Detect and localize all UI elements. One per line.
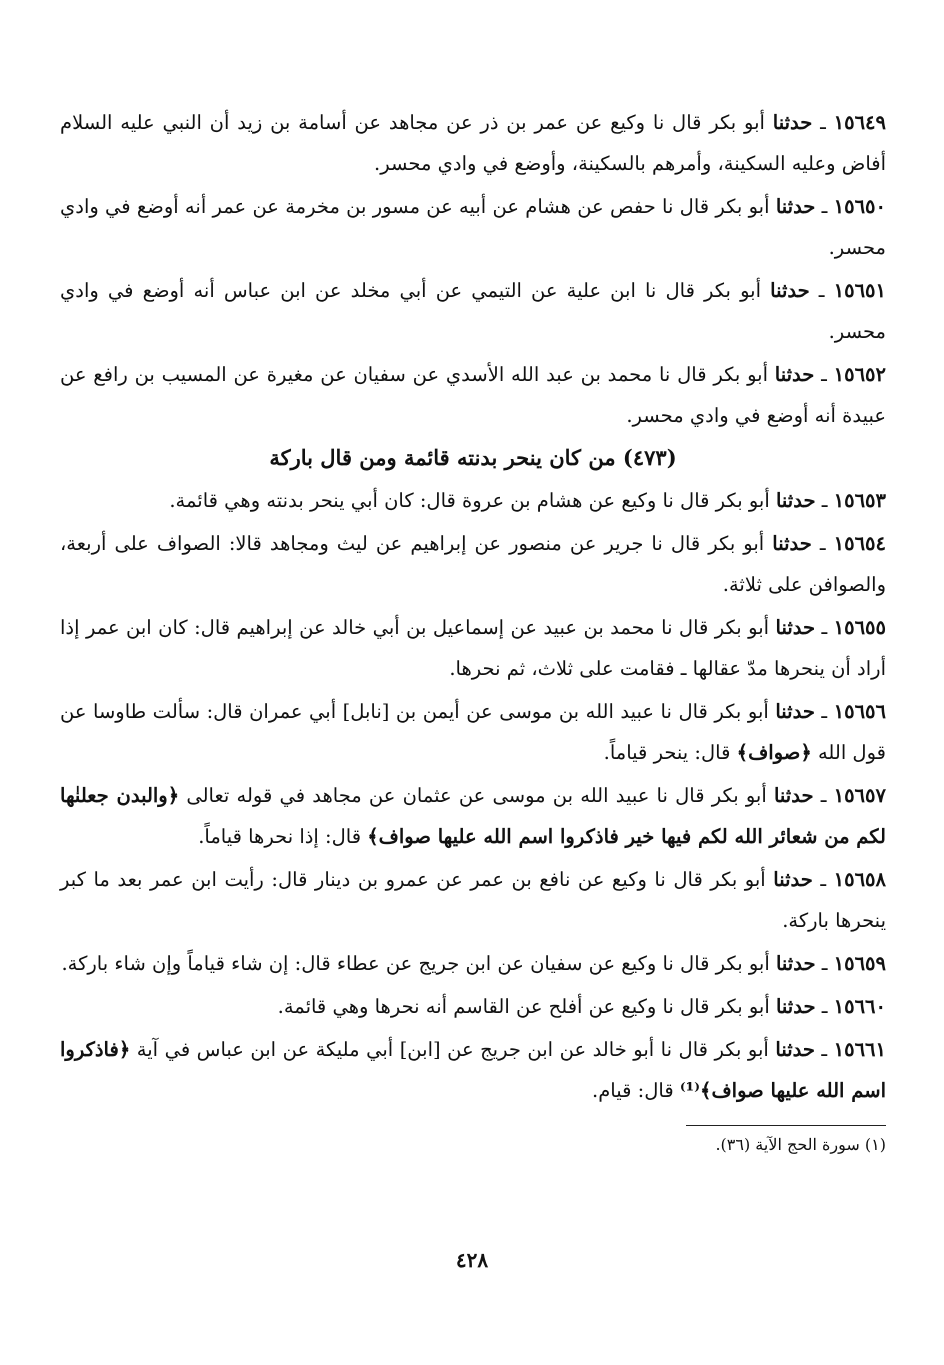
hadith-lead: حدثنا xyxy=(774,363,815,386)
hadith-number: ١٥٦٥٣ xyxy=(833,489,886,512)
hadith-lead: حدثنا xyxy=(775,195,816,218)
hadith-entry: ١٥٦٥٠ ـ حدثنا أبو بكر قال نا حفص عن هشام عن أبيه عن مسور بن مخرمة عن عمر أنه أوضع في وادي محسر. xyxy=(60,195,886,259)
chapter-heading: (٤٧٣) من كان ينحر بدنته قائمة ومن قال باركة xyxy=(269,445,677,470)
hadith-text: أبو بكر قال نا محمد بن عبيد عن إسماعيل بن أبي خالد عن إبراهيم قال: كان ابن عمر إذا أراد أن ينحرها مدّ عقالها ـ فقامت على ثلاث، ثم نحرها. xyxy=(60,616,886,680)
footnote-divider xyxy=(686,1125,886,1126)
hadith-lead: حدثنا xyxy=(775,489,816,512)
hadith-entry: ١٥٦٥١ ـ حدثنا أبو بكر قال نا ابن علية عن التيمي عن أبي مخلد عن ابن عباس أنه أوضع في وادي محسر. xyxy=(60,279,886,343)
hadith-lead: حدثنا xyxy=(773,784,814,807)
hadith-text: قال: ينحر قياماً. xyxy=(603,741,731,764)
hadith-entry: ١٥٦٥٣ ـ حدثنا أبو بكر قال نا وكيع عن هشام بن عروة قال: كان أبي ينحر بدنته وهي قائمة. xyxy=(169,489,886,512)
hadith-text: أبو بكر قال نا حفص عن هشام عن أبيه عن مسور بن مخرمة عن عمر أنه أوضع في وادي محسر. xyxy=(60,195,886,259)
hadith-number: ١٥٦٥٦ xyxy=(833,700,887,723)
hadith-number: ١٥٦٥٠ xyxy=(833,195,886,218)
hadith-entry: ١٥٦٥٤ ـ حدثنا أبو بكر قال نا جرير عن منصور عن إبراهيم عن ليث ومجاهد قالا: الصواف على أربعة، والصوافن على ثلاثة. xyxy=(60,532,886,596)
hadith-number: ١٥٦٦٠ xyxy=(833,995,886,1018)
hadith-text: أبو بكر قال نا وكيع عن هشام بن عروة قال: كان أبي ينحر بدنته وهي قائمة. xyxy=(169,489,770,512)
hadith-entry: ١٥٦٥٧ ـ حدثنا أبو بكر قال نا عبيد الله بن موسى عن عثمان عن مجاهد في قوله تعالى ﴿والبدن جعلنٰها لكم من شعائر الله لكم فيها خير فاذكروا اسم الله عليها صواف﴾ قال: إذا نحرها قياماً. xyxy=(60,784,886,848)
hadith-text: أبو بكر قال نا وكيع عن عمر بن ذر عن مجاهد عن أسامة بن زيد أن النبي عليه السلام أفاض وعليه السكينة، وأمرهم بالسكينة، وأوضع في وادي محسر. xyxy=(60,111,886,175)
hadith-text: أبو بكر قال نا ابن علية عن التيمي عن أبي مخلد عن ابن عباس أنه أوضع في وادي محسر. xyxy=(60,279,886,343)
hadith-list-before xyxy=(60,102,886,436)
page-number: ٤٢٨ xyxy=(455,1248,489,1272)
hadith-text: أبو بكر قال نا محمد بن عبد الله الأسدي عن سفيان عن مغيرة عن المسيب بن رافع عن عبيدة أنه أوضع في وادي محسر. xyxy=(60,363,886,427)
hadith-entry: ١٥٦٤٩ ـ حدثنا أبو بكر قال نا وكيع عن عمر بن ذر عن مجاهد عن أسامة بن زيد أن النبي عليه السلام أفاض وعليه السكينة، وأمرهم بالسكينة، وأوضع في وادي محسر. xyxy=(60,111,886,175)
hadith-lead: حدثنا xyxy=(773,868,813,891)
hadith-lead: حدثنا xyxy=(772,111,813,134)
hadith-entry: ١٥٦٥٦ ـ حدثنا أبو بكر قال نا عبيد الله بن موسى عن أيمن بن [نابل] أبي عمران قال: سألت طاوسا عن قول الله ﴿صواف﴾ قال: ينحر قياماً. xyxy=(60,700,887,764)
hadith-number: ١٥٦٥٤ xyxy=(833,532,886,555)
hadith-lead: حدثنا xyxy=(775,995,816,1018)
hadith-entry: ١٥٦٥٢ ـ حدثنا أبو بكر قال نا محمد بن عبد الله الأسدي عن سفيان عن مغيرة عن المسيب بن رافع عن عبيدة أنه أوضع في وادي محسر. xyxy=(60,363,886,427)
hadith-text: قال: قيام. xyxy=(592,1079,674,1102)
hadith-lead: حدثنا xyxy=(775,952,816,975)
hadith-entry: ١٥٦٥٥ ـ حدثنا أبو بكر قال نا محمد بن عبيد عن إسماعيل بن أبي خالد عن إبراهيم قال: كان ابن عمر إذا أراد أن ينحرها مدّ عقالها ـ فقامت على ثلاث، ثم نحرها. xyxy=(60,616,886,680)
hadith-text: أبو بكر قال نا جرير عن منصور عن إبراهيم عن ليث ومجاهد قالا: الصواف على أربعة، والصوافن على ثلاثة. xyxy=(60,532,886,596)
quran-quote: ﴿فاذكروا اسم الله عليها صواف﴾⁽¹⁾ xyxy=(60,1038,886,1102)
hadith-lead: حدثنا xyxy=(770,279,810,302)
hadith-number: ١٥٦٥٧ xyxy=(833,784,886,807)
hadith-number: ١٥٦٥٨ xyxy=(833,868,886,891)
hadith-number: ١٥٦٥٥ xyxy=(833,616,886,639)
hadith-entry: ١٥٦٦٠ ـ حدثنا أبو بكر قال نا وكيع عن أفلح عن القاسم أنه نحرها وهي قائمة. xyxy=(277,995,886,1018)
hadith-entry: ١٥٦٦١ ـ حدثنا أبو بكر قال نا أبو خالد عن ابن جريج عن [ابن] أبي مليكة عن ابن عباس في آية ﴿فاذكروا اسم الله عليها صواف﴾⁽¹⁾ قال: قيام. xyxy=(60,1038,887,1102)
hadith-text: أبو بكر قال نا عبيد الله بن موسى عن أيمن بن [نابل] أبي عمران قال: سألت طاوسا عن قول الله xyxy=(60,700,886,764)
hadith-entry: ١٥٦٥٩ ـ حدثنا أبو بكر قال نا وكيع عن سفيان عن ابن جريج عن عطاء قال: إن شاء قياماً وإن شاء باركة. xyxy=(61,952,886,975)
hadith-number: ١٥٦٥١ xyxy=(833,279,886,302)
quran-quote: ﴿صواف﴾ xyxy=(736,741,812,764)
quran-quote: ﴿والبدن جعلنٰها لكم من شعائر الله لكم فيها خير فاذكروا اسم الله عليها صواف﴾ xyxy=(60,784,886,848)
hadith-number: ١٥٦٤٩ xyxy=(833,111,886,134)
hadith-number: ١٥٦٥٩ xyxy=(833,952,886,975)
hadith-lead: حدثنا xyxy=(772,532,812,555)
hadith-text: أبو بكر قال نا وكيع عن نافع بن عمر عن عمرو بن دينار قال: رأيت ابن عمر بعد ما كبر ينحرها باركة. xyxy=(60,868,886,932)
hadith-number: ١٥٦٥٢ xyxy=(833,363,886,386)
hadith-number: ١٥٦٦١ xyxy=(833,1038,887,1061)
hadith-lead: حدثنا xyxy=(775,616,816,639)
hadith-lead: حدثنا xyxy=(775,1038,815,1061)
hadith-entry: ١٥٦٥٨ ـ حدثنا أبو بكر قال نا وكيع عن نافع بن عمر عن عمرو بن دينار قال: رأيت ابن عمر بعد ما كبر ينحرها باركة. xyxy=(60,868,886,932)
hadith-text: أبو بكر قال نا عبيد الله بن موسى عن عثمان عن مجاهد في قوله تعالى xyxy=(186,784,767,807)
hadith-list-after xyxy=(60,480,886,1111)
hadith-text: أبو بكر قال نا أبو خالد عن ابن جريج عن [ابن] أبي مليكة عن ابن عباس في آية xyxy=(136,1038,769,1061)
footnote: (١) سورة الحج الآية (٣٦). xyxy=(715,1135,886,1154)
hadith-lead: حدثنا xyxy=(775,700,815,723)
hadith-text: أبو بكر قال نا وكيع عن أفلح عن القاسم أنه نحرها وهي قائمة. xyxy=(277,995,770,1018)
hadith-text: أبو بكر قال نا وكيع عن سفيان عن ابن جريج عن عطاء قال: إن شاء قياماً وإن شاء باركة. xyxy=(61,952,770,975)
hadith-text: قال: إذا نحرها قياماً. xyxy=(198,825,362,848)
